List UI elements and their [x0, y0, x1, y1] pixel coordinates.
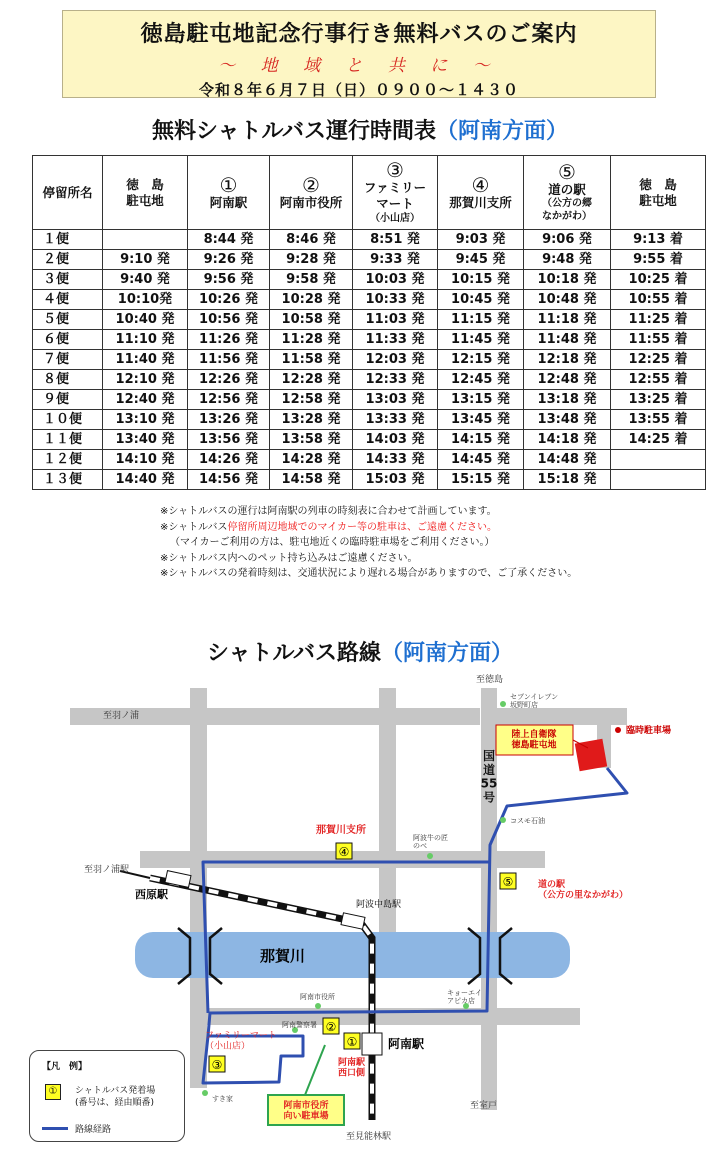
header-stop-name: 那賀川支所 — [449, 194, 512, 210]
time-cell: 8:46 発 — [270, 230, 353, 250]
to-hanoura-label: 至羽ノ浦 — [103, 711, 140, 721]
timetable-header-1 — [103, 156, 188, 230]
anan-west-label: 阿南駅西口側 — [338, 1058, 366, 1079]
time-cell: 9:48 発 — [524, 250, 611, 270]
family-mart-label: ファミリーマート（小山店） — [205, 1031, 277, 1052]
stop-4-label: ④ — [338, 845, 350, 859]
legend-route-line — [42, 1127, 68, 1130]
anan-station-box — [362, 1033, 382, 1055]
time-cell: 9:56 発 — [188, 270, 270, 290]
time-cell: 11:10 発 — [103, 330, 188, 350]
header-stop-sub: （公方の郷 なかがわ） — [542, 198, 592, 223]
time-cell: 15:15 発 — [438, 470, 524, 490]
time-cell: 10:15 発 — [438, 270, 524, 290]
sukiya-dot — [202, 1090, 208, 1096]
table-row — [33, 230, 706, 250]
trip-number-cell: ９便 — [33, 390, 103, 410]
time-cell: 13:56 発 — [188, 430, 270, 450]
time-cell: 12:26 発 — [188, 370, 270, 390]
time-cell: 11:03 発 — [353, 310, 438, 330]
time-cell: 13:26 発 — [188, 410, 270, 430]
time-cell: 12:40 発 — [103, 390, 188, 410]
to-muroto-label: 至室戸 — [470, 1101, 498, 1111]
time-cell: 12:33 発 — [353, 370, 438, 390]
time-cell: 13:58 発 — [270, 430, 353, 450]
time-cell: 12:48 発 — [524, 370, 611, 390]
michinoeki-label: 道の駅（公方の里なかがわ） — [538, 880, 629, 901]
city-hall-parking — [268, 1045, 344, 1125]
header-banner — [62, 10, 656, 98]
river-label: 那賀川 — [260, 947, 306, 965]
time-cell: 12:15 発 — [438, 350, 524, 370]
route-title — [0, 636, 720, 667]
route-direction: （阿南方面） — [381, 641, 514, 666]
city-hall-dot — [315, 1003, 321, 1009]
time-cell: 11:55 着 — [611, 330, 706, 350]
legend-line-label: 路線経路 — [75, 1125, 112, 1135]
timetable-header-2 — [188, 156, 270, 230]
river — [135, 932, 570, 978]
time-cell: 15:03 発 — [353, 470, 438, 490]
timetable-title — [0, 114, 720, 145]
time-cell: 13:25 着 — [611, 390, 706, 410]
time-cell: 11:45 発 — [438, 330, 524, 350]
awanakajima-station-box — [341, 913, 365, 929]
temp-parking-dot — [615, 727, 621, 733]
header-stop-number: ⑤ — [558, 159, 576, 184]
header-stop-sub: （小山店） — [370, 212, 420, 224]
timetable — [32, 155, 706, 490]
stop-5-label: ⑤ — [502, 875, 514, 889]
time-cell — [611, 450, 706, 470]
table-row — [33, 430, 706, 450]
stop-3-label: ③ — [211, 1058, 223, 1072]
time-cell: 9:06 発 — [524, 230, 611, 250]
time-cell: 11:18 発 — [524, 310, 611, 330]
timetable-body — [33, 230, 706, 490]
time-cell: 9:33 発 — [353, 250, 438, 270]
timetable-header-row — [33, 156, 706, 230]
legend-stop-label: シャトルバス発着場 (番号は、経由順番) — [75, 1086, 156, 1108]
table-row — [33, 310, 706, 330]
note-2 — [160, 520, 577, 536]
time-cell: 9:58 発 — [270, 270, 353, 290]
time-cell — [611, 470, 706, 490]
header-stop-number: ② — [302, 172, 320, 197]
header-stop-number: ③ — [386, 158, 404, 183]
sukiya-label: すき家 — [212, 1095, 233, 1103]
time-cell: 11:15 発 — [438, 310, 524, 330]
time-cell: 12:18 発 — [524, 350, 611, 370]
trip-number-cell: ３便 — [33, 270, 103, 290]
trip-number-cell: ７便 — [33, 350, 103, 370]
timetable-direction: （阿南方面） — [436, 119, 569, 144]
banner-subtitle: ～ 地 域 と 共 に ～ — [218, 56, 500, 76]
time-cell: 9:40 発 — [103, 270, 188, 290]
time-cell — [103, 230, 188, 250]
route-55-label: 国道 55 号 — [480, 749, 498, 805]
time-cell: 12:45 発 — [438, 370, 524, 390]
header-stop-name: 徳 島 駐屯地 — [126, 176, 164, 208]
time-cell: 14:58 発 — [270, 470, 353, 490]
time-cell: 8:44 発 — [188, 230, 270, 250]
awagyu-dot — [427, 853, 433, 859]
time-cell: 10:26 発 — [188, 290, 270, 310]
timetable-header-6 — [524, 156, 611, 230]
trip-number-cell: １１便 — [33, 430, 103, 450]
time-cell: 15:18 発 — [524, 470, 611, 490]
timetable-header-4 — [353, 156, 438, 230]
header-stop-name: 停留所名 — [42, 184, 93, 200]
to-tokushima-label: 至徳島 — [476, 675, 504, 685]
stop-2-label: ② — [325, 1020, 337, 1034]
time-cell: 13:18 発 — [524, 390, 611, 410]
time-cell: 10:45 発 — [438, 290, 524, 310]
time-cell: 10:55 着 — [611, 290, 706, 310]
time-cell: 9:10 発 — [103, 250, 188, 270]
nakagawa-branch-label: 那賀川支所 — [316, 825, 366, 836]
time-cell: 12:03 発 — [353, 350, 438, 370]
note-3: （マイカーご利用の方は、駐屯地近くの臨時駐車場をご利用ください。） — [170, 537, 495, 548]
time-cell: 10:28 発 — [270, 290, 353, 310]
header-stop-name: ファミリー マート — [363, 180, 427, 211]
header-stop-name: 徳 島 駐屯地 — [639, 176, 677, 208]
trip-number-cell: １２便 — [33, 450, 103, 470]
notes — [160, 504, 577, 582]
trip-number-cell: １０便 — [33, 410, 103, 430]
time-cell: 14:18 発 — [524, 430, 611, 450]
time-cell: 11:26 発 — [188, 330, 270, 350]
time-cell: 9:28 発 — [270, 250, 353, 270]
time-cell: 10:33 発 — [353, 290, 438, 310]
map-legend — [29, 1050, 185, 1142]
legend-stop-icon: ① — [45, 1084, 61, 1100]
time-cell: 9:03 発 — [438, 230, 524, 250]
time-cell: 10:56 発 — [188, 310, 270, 330]
time-cell: 9:55 着 — [611, 250, 706, 270]
time-cell: 12:55 着 — [611, 370, 706, 390]
awagyu-label: 阿波牛の匠のべ — [413, 834, 448, 850]
header-stop-number: ④ — [471, 172, 490, 197]
time-cell: 14:03 発 — [353, 430, 438, 450]
table-row — [33, 470, 706, 490]
time-cell: 11:25 着 — [611, 310, 706, 330]
route-title-text: シャトルバス路線 — [206, 641, 381, 666]
time-cell: 13:45 発 — [438, 410, 524, 430]
header-stop-name: 阿南駅 — [209, 194, 248, 210]
table-row — [33, 330, 706, 350]
timetable-header-5 — [438, 156, 524, 230]
time-cell: 14:26 発 — [188, 450, 270, 470]
to-hanoura-station-label: 至羽ノ浦駅 — [84, 865, 130, 875]
header-stop-name: 道の駅 — [548, 181, 586, 197]
header-stop-number: ① — [219, 172, 238, 197]
to-minobayashi-label: 至見能林駅 — [346, 1132, 392, 1142]
time-cell: 11:48 発 — [524, 330, 611, 350]
anan-station-label: 阿南駅 — [388, 1037, 425, 1051]
trip-number-cell: １３便 — [33, 470, 103, 490]
time-cell: 14:48 発 — [524, 450, 611, 470]
note-1: ※シャトルバスの運行は阿南駅の列車の時刻表に合わせて計画しています。 — [160, 506, 497, 517]
time-cell: 11:28 発 — [270, 330, 353, 350]
table-row — [33, 410, 706, 430]
time-cell: 9:13 着 — [611, 230, 706, 250]
city-hall-label: 阿南市役所 — [300, 993, 335, 1001]
time-cell: 9:26 発 — [188, 250, 270, 270]
time-cell: 10:40 発 — [103, 310, 188, 330]
trip-number-cell: ２便 — [33, 250, 103, 270]
time-cell: 12:56 発 — [188, 390, 270, 410]
trip-number-cell: ５便 — [33, 310, 103, 330]
time-cell: 11:33 発 — [353, 330, 438, 350]
note-2-warning: 停留所周辺地域でのマイカー等の駐車は、ご遠慮ください。 — [227, 521, 497, 533]
time-cell: 10:10発 — [103, 290, 188, 310]
time-cell: 13:33 発 — [353, 410, 438, 430]
time-cell: 10:18 発 — [524, 270, 611, 290]
time-cell: 13:55 着 — [611, 410, 706, 430]
time-cell: 14:56 発 — [188, 470, 270, 490]
time-cell: 12:10 発 — [103, 370, 188, 390]
note-5: ※シャトルバスの発着時刻は、交通状況により遅れる場合がありますので、ご了承ください。 — [160, 568, 578, 579]
time-cell: 14:40 発 — [103, 470, 188, 490]
seven-eleven-label: セブンイレブン坂野町店 — [510, 693, 559, 709]
cosmos-dot — [500, 817, 506, 823]
banner-title: 徳島駐屯地記念行事行き無料バスのご案内 — [140, 22, 578, 47]
city-hall-parking-text: 阿南市役所向い駐車場 — [283, 1101, 329, 1122]
timetable-header-7 — [611, 156, 706, 230]
timetable-header-0 — [33, 156, 103, 230]
time-cell: 14:15 発 — [438, 430, 524, 450]
time-cell: 12:25 着 — [611, 350, 706, 370]
camp-label-text: 陸上自衛隊徳島駐屯地 — [511, 730, 557, 751]
trip-number-cell: ４便 — [33, 290, 103, 310]
time-cell: 13:48 発 — [524, 410, 611, 430]
cosmos-label: コスモ石油 — [510, 817, 545, 825]
temp-parking-label: 臨時駐車場 — [626, 726, 672, 736]
table-row — [33, 350, 706, 370]
legend-title: 【凡 例】 — [42, 1062, 88, 1072]
stop-1-label: ① — [346, 1035, 358, 1049]
time-cell: 10:03 発 — [353, 270, 438, 290]
time-cell: 11:58 発 — [270, 350, 353, 370]
time-cell: 10:25 着 — [611, 270, 706, 290]
time-cell: 11:40 発 — [103, 350, 188, 370]
time-cell: 13:28 発 — [270, 410, 353, 430]
time-cell: 14:10 発 — [103, 450, 188, 470]
time-cell: 14:45 発 — [438, 450, 524, 470]
table-row — [33, 290, 706, 310]
time-cell: 13:03 発 — [353, 390, 438, 410]
timetable-header-3 — [270, 156, 353, 230]
timetable-title-text: 無料シャトルバス運行時間表 — [151, 119, 436, 144]
table-row — [33, 250, 706, 270]
time-cell: 10:58 発 — [270, 310, 353, 330]
banner-date: 令和８年６月７日（日）０９００～１４３０ — [198, 81, 519, 99]
table-row — [33, 370, 706, 390]
trip-number-cell: １便 — [33, 230, 103, 250]
trip-number-cell: ６便 — [33, 330, 103, 350]
camp-label — [496, 725, 588, 755]
time-cell: 12:58 発 — [270, 390, 353, 410]
police-label: 阿南警察署 — [282, 1021, 317, 1029]
kyoei-label: キョーエイアピカ店 — [447, 989, 482, 1005]
note-2-prefix: ※シャトルバス — [160, 521, 228, 533]
time-cell: 14:33 発 — [353, 450, 438, 470]
awanakajima-station-label: 阿波中島駅 — [356, 900, 402, 910]
time-cell: 9:45 発 — [438, 250, 524, 270]
time-cell: 10:48 発 — [524, 290, 611, 310]
time-cell: 12:28 発 — [270, 370, 353, 390]
note-4: ※シャトルバス内へのペット持ち込みはご遠慮ください。 — [160, 552, 418, 564]
table-row — [33, 270, 706, 290]
table-row — [33, 450, 706, 470]
seven-eleven-dot — [500, 701, 506, 707]
table-row — [33, 390, 706, 410]
time-cell: 13:40 発 — [103, 430, 188, 450]
time-cell: 11:56 発 — [188, 350, 270, 370]
time-cell: 14:28 発 — [270, 450, 353, 470]
city-hall-parking-pointer — [305, 1045, 325, 1095]
time-cell: 13:15 発 — [438, 390, 524, 410]
time-cell: 8:51 発 — [353, 230, 438, 250]
nishihara-station-label: 西原駅 — [135, 888, 168, 901]
header-stop-name: 阿南市役所 — [279, 194, 343, 210]
time-cell: 13:10 発 — [103, 410, 188, 430]
trip-number-cell: ８便 — [33, 370, 103, 390]
time-cell: 14:25 着 — [611, 430, 706, 450]
